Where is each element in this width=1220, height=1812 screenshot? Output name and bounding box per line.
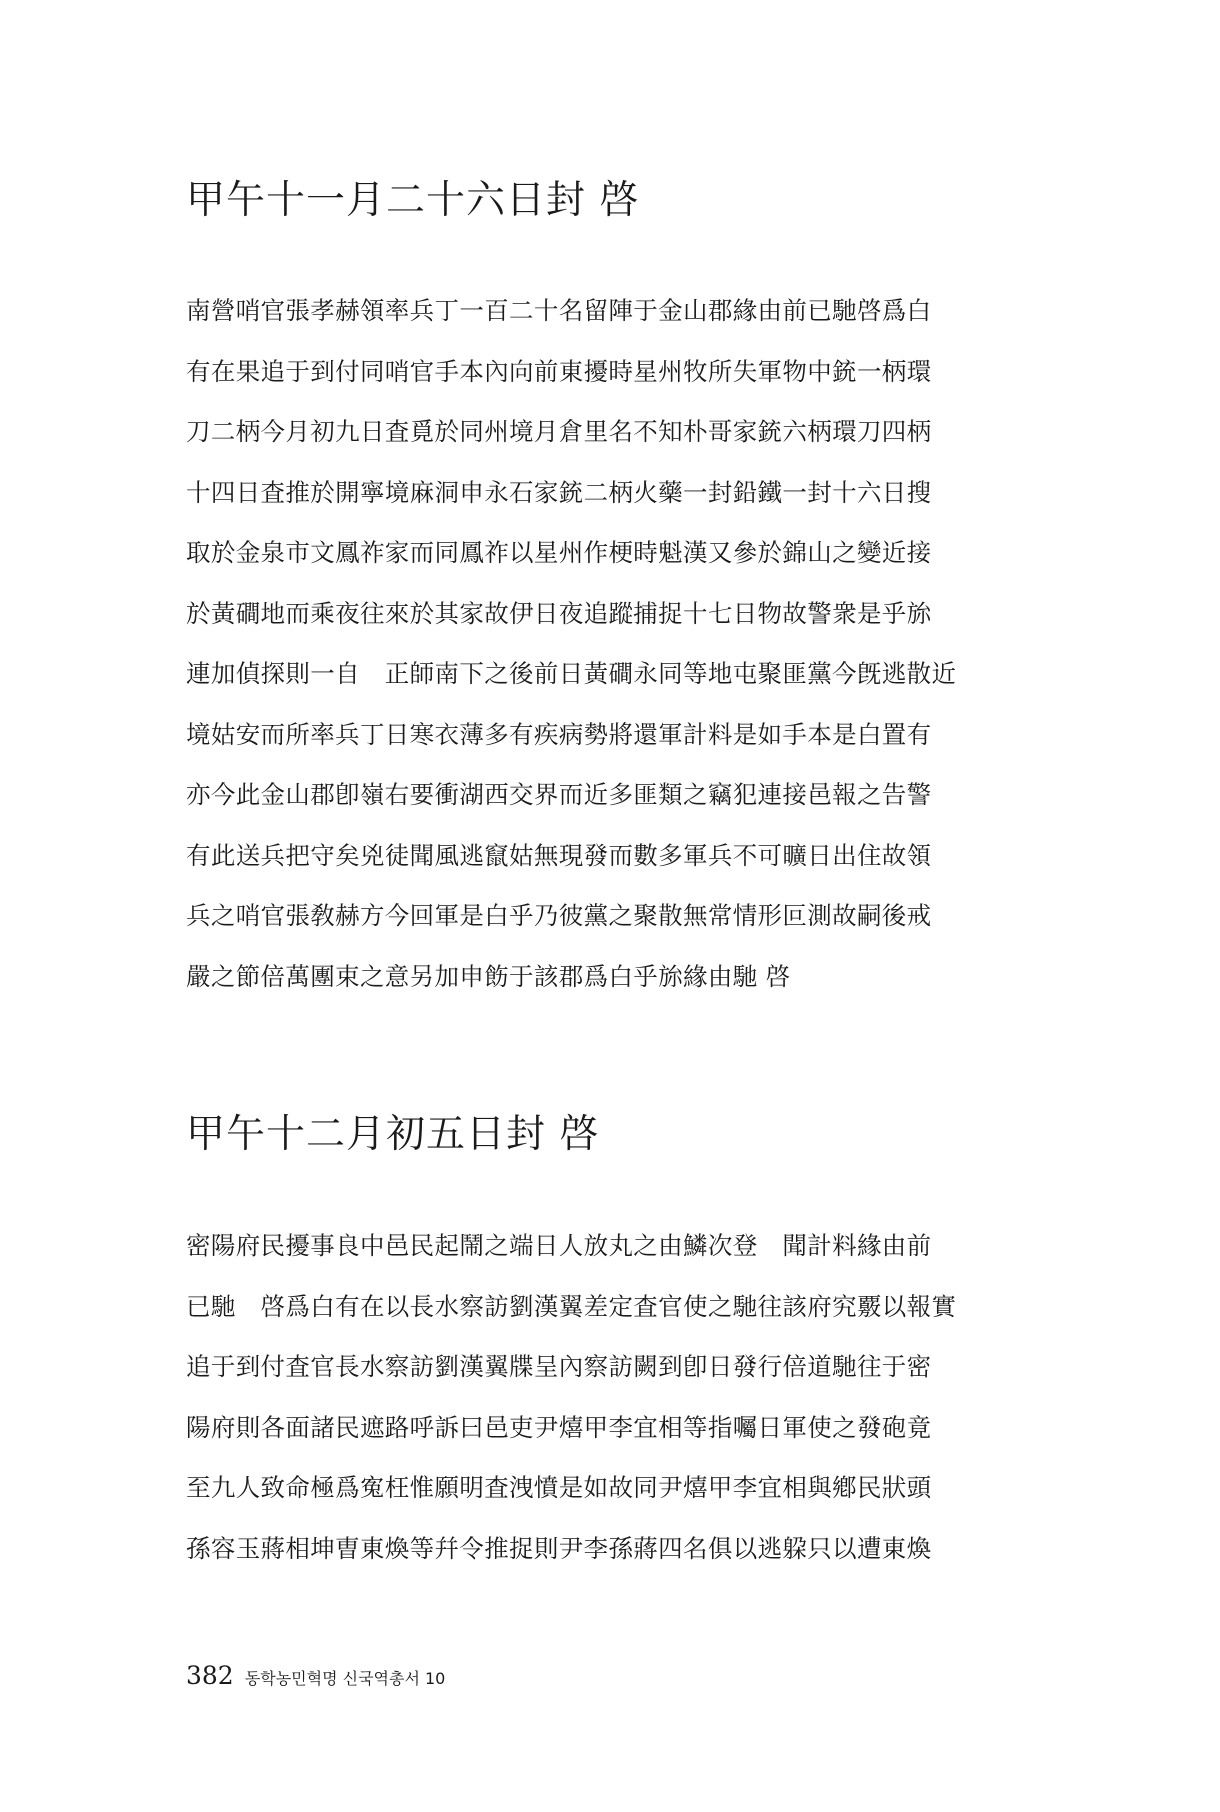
series-title: 동학농민혁명 신국역총서 10 (244, 1669, 446, 1688)
text-line: 兵之哨官張敎赫方今回軍是白乎乃彼黨之聚散無常情形叵測故嗣後戒 (186, 901, 932, 930)
text-line: 南營哨官張孝赫領率兵丁一百二十名留陣于金山郡緣由前已馳啓爲白 (186, 296, 932, 325)
page-number: 382 (186, 1661, 234, 1690)
text-line: 亦今此金山郡卽嶺右要衝湖西交界而近多匪類之竊犯連接邑報之告警 (186, 780, 932, 809)
text-line: 孫容玉蔣相坤曺東煥等幷令推捉則尹李孫蔣四名俱以逃躱只以遭東煥 (186, 1533, 932, 1563)
section-body-1 (186, 293, 1046, 1019)
text-line: 至九人致命極爲寃枉惟願明査洩憤是如故同尹熺甲李宜相與鄕民狀頭 (186, 1473, 932, 1502)
text-line: 嚴之節倍萬團束之意另加申飭于該郡爲白乎旀緣由馳 啓 (186, 961, 791, 991)
section-heading-2: 甲午十二月初五日封 啓 (186, 1112, 600, 1157)
text-line: 取於金泉市文鳳祚家而同鳳祚以星州作梗時魁漢又參於錦山之變近接 (186, 538, 932, 567)
text-line: 於黃磵地而乘夜往來於其家故伊日夜追蹤捕捉十七日物故警衆是乎旀 (186, 598, 932, 628)
text-line: 密陽府民擾事良中邑民起鬧之端日人放丸之由鱗次登 聞計料緣由前 (186, 1231, 932, 1260)
section-heading-1: 甲午十一月二十六日封 啓 (186, 178, 640, 223)
page-footer (186, 1661, 445, 1690)
text-line: 十四日査推於開寧境麻洞申永石家銃二柄火藥一封鉛鐵一封十六日搜 (186, 477, 932, 507)
text-line: 陽府則各面諸民遮路呼訴曰邑吏尹熺甲李宜相等指囑日軍使之發砲竟 (186, 1412, 932, 1442)
text-line: 有此送兵把守矣兇徒聞風逃竄姑無現發而數多軍兵不可曠日出住故領 (186, 840, 932, 870)
text-line: 連加偵探則一自 正師南下之後前日黃磵永同等地屯聚匪黨今旣逃散近 (186, 659, 957, 688)
text-line: 刀二柄今月初九日査覓於同州境月倉里名不知朴哥家銃六柄環刀四柄 (186, 417, 932, 446)
text-line: 有在果追于到付同哨官手本內向前東擾時星州牧所失軍物中銃一柄環 (186, 356, 932, 386)
text-line: 境姑安而所率兵丁日寒衣薄多有疾病勢將還軍計料是如手本是白置有 (186, 719, 932, 749)
section-body-2 (186, 1228, 1046, 1591)
text-line: 追于到付査官長水察訪劉漢翼牒呈內察訪闕到卽日發行倍道馳往于密 (186, 1352, 932, 1381)
text-line: 已馳 啓爲白有在以長水察訪劉漢翼差定査官使之馳往該府究覈以報實 (186, 1291, 957, 1321)
